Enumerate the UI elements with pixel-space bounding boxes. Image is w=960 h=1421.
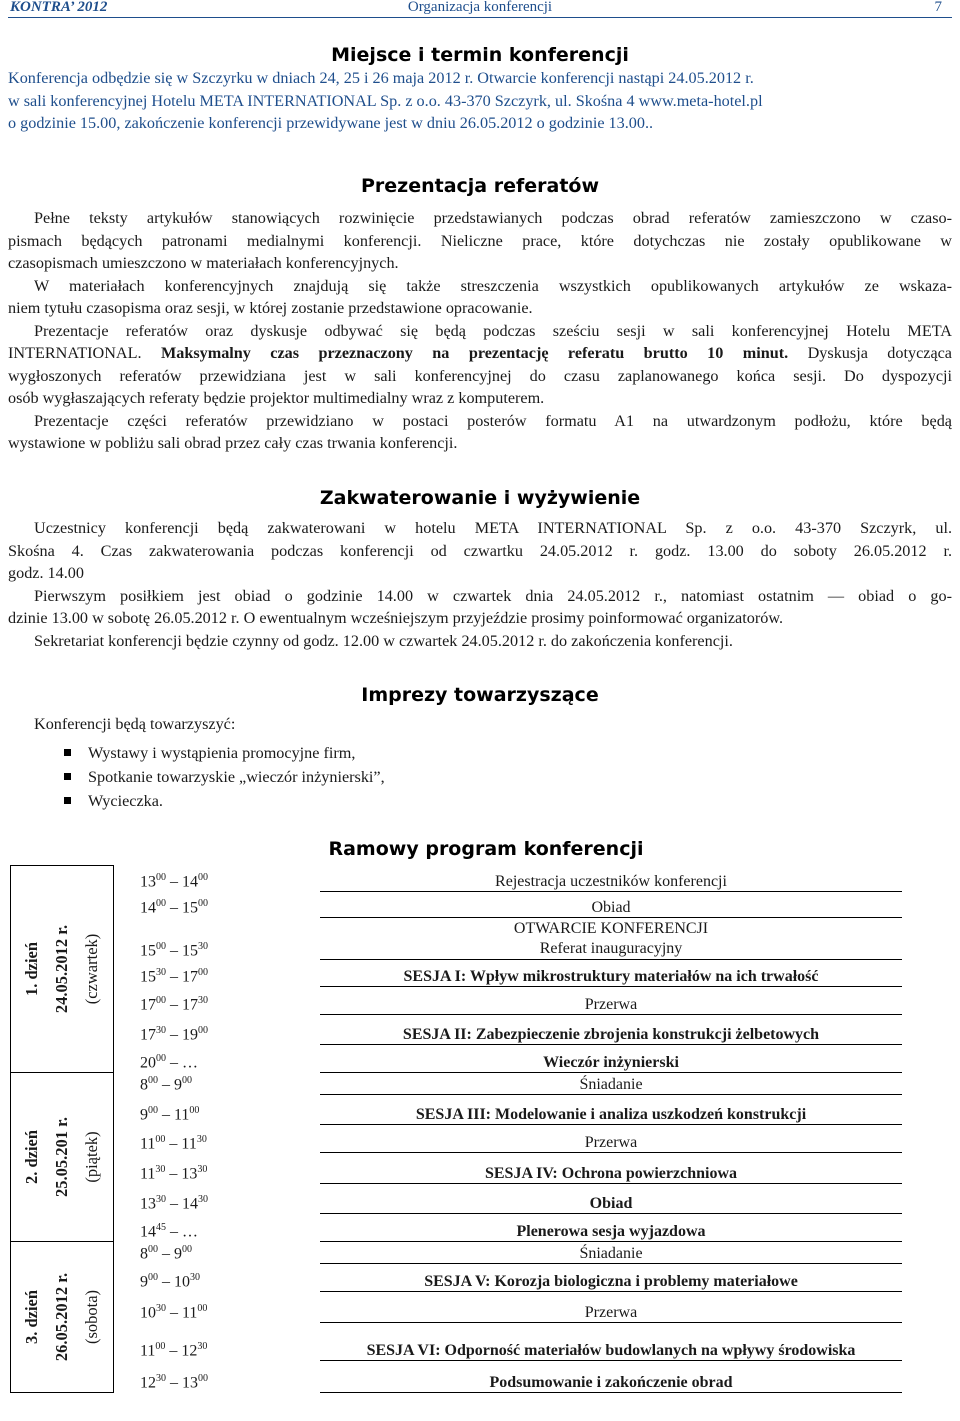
time-start-hour: 15 [140, 941, 156, 959]
page-header [0, 0, 960, 20]
time-end-hour: … [182, 1054, 198, 1072]
time-start-minute: 00 [155, 1133, 166, 1145]
time-start-minute: 30 [156, 1193, 166, 1205]
table-row [11, 1360, 903, 1392]
text-line: Uczestnicy konferencji będą zakwaterowani w hotelu META INTERNATIONAL Sp. z o.o. 43-370 Szczyrk, ul. [34, 519, 952, 537]
time-start-minute: 00 [148, 1075, 158, 1087]
time-dash: – [165, 1165, 182, 1183]
event-cell [320, 892, 902, 918]
table-row [11, 1292, 903, 1322]
text-line: Pełne teksty artykułów stanowiących rozwinięcie przedstawianych podczas obrad referatów zamieszczono w czaso- [34, 209, 952, 227]
time-start-minute: 00 [156, 994, 166, 1006]
place-paragraph [8, 67, 952, 135]
time-dash: – [165, 1134, 182, 1152]
time-start-minute: 00 [148, 1105, 158, 1117]
day-weekday: (czwartek) [82, 933, 101, 1005]
time-end-hour: … [182, 1223, 198, 1241]
text-line: Prezentacje referatów oraz dyskusje odbywać się będą podczas sześciu sesji w sali konferencyjnej Hotelu META [34, 321, 952, 340]
time-cell [114, 1242, 321, 1264]
text-line: pismach będących patronami medialnymi konferencji. Nieliczne prace, które dotychczas nie zostały opublikowane w [8, 231, 952, 250]
event-cell [320, 866, 902, 892]
table-row [11, 1095, 903, 1125]
event-title: SESJA VI: Odporność materiałów budowlanych na wpływy środowiska [366, 1341, 856, 1359]
text-line: Pierwszym posiłkiem jest obiad o godzinie 14.00 w czwartek dnia 24.05.2012 r., natomiast ostatnim — obiad o go- [34, 586, 952, 605]
time-dash: – [158, 1106, 174, 1124]
time-cell [114, 1292, 321, 1322]
text-line: niem tytułu czasopisma oraz sesji, w której zostanie przedstawione opracowanie. [8, 299, 533, 317]
time-cell [114, 1014, 321, 1044]
table-row [11, 1014, 903, 1044]
time-dash: – [166, 1223, 182, 1241]
time-start-hour: 17 [140, 996, 156, 1014]
bullet-icon [64, 749, 71, 756]
time-end-hour: 13 [182, 1374, 198, 1392]
event-title: Śniadanie [579, 1076, 643, 1094]
day-weekday: (sobota) [82, 1289, 101, 1345]
event-cell [320, 1014, 902, 1044]
time-end-minute: 30 [190, 1272, 200, 1284]
event-cell [320, 1044, 902, 1072]
table-row [11, 960, 903, 986]
time-dash: – [166, 996, 182, 1014]
time-end-hour: 9 [174, 1245, 182, 1263]
time-start-hour: 11 [140, 1342, 156, 1360]
event-title: Rejestracja uczestników konferencji [495, 873, 727, 891]
time-end-minute: 00 [198, 1373, 208, 1385]
time-end-minute: 00 [189, 1105, 200, 1117]
time-end-minute: 00 [182, 1244, 192, 1256]
time-start-hour: 10 [140, 1304, 156, 1321]
time-end-hour: 15 [182, 899, 198, 917]
time-end-minute: 30 [198, 994, 208, 1006]
event-cell [320, 1095, 902, 1125]
time-end-hour: 17 [182, 968, 198, 986]
time-dash: – [166, 1026, 182, 1044]
time-start-minute: 00 [148, 1244, 158, 1256]
time-cell [114, 1213, 321, 1241]
section-name: Organizacja konferencji [407, 0, 553, 15]
table-row [11, 1322, 903, 1360]
journal-name: KONTRA’ 2012 [10, 0, 108, 15]
event-cell [320, 1292, 902, 1322]
event-cell [320, 1213, 902, 1241]
event-title: Przerwa [584, 1134, 638, 1152]
event-title: Przerwa [584, 995, 638, 1013]
table-row [11, 1153, 903, 1183]
event-cell [320, 1322, 902, 1360]
time-dash: – [166, 1374, 182, 1392]
text-line [8, 342, 952, 365]
day-cell [11, 1073, 114, 1242]
table-row [11, 1073, 903, 1095]
text-run-bold: Maksymalny czas przeznaczony na prezentację referatu brutto 10 minut. [160, 344, 789, 362]
event-cell [320, 1360, 902, 1392]
day-cell [11, 866, 114, 1073]
section-title-events: Imprezy towarzyszące [361, 684, 599, 706]
time-cell [114, 986, 321, 1014]
time-start-minute: 30 [156, 1373, 166, 1385]
time-cell [114, 1095, 321, 1125]
time-end-minute: 30 [196, 1133, 207, 1145]
time-start-hour: 12 [140, 1374, 156, 1392]
list-item [64, 741, 385, 765]
time-end-minute: 00 [198, 1025, 208, 1037]
place-line: o godzinie 15.00, zakończenie konferencji przewidywane jest w dniu 26.05.2012 o godzinie 13.00.. [8, 114, 654, 132]
text-line: dzinie 13.00 w sobotę 26.05.2012 r. O ewentualnym wcześniejszym przyjeździe prosimy poinformować organizatorów. [8, 609, 783, 627]
time-cell [114, 1264, 321, 1292]
header-rule [8, 17, 952, 18]
event-cell [320, 918, 902, 960]
day-label [17, 1117, 107, 1197]
schedule-table [10, 865, 902, 1393]
time-start-minute: 45 [156, 1222, 166, 1234]
text-line: wygłoszonych referatów przewidziana jest w sali konferencyjnej do czasu zaplanowanego końca sesji. Do dyspozycji [8, 366, 952, 385]
time-end-hour: 12 [181, 1342, 198, 1360]
event-cell [320, 1125, 902, 1153]
table-row [11, 1044, 903, 1072]
time-dash: – [158, 1245, 174, 1263]
event-title: SESJA III: Modelowanie i analiza uszkodzeń konstrukcji [415, 1106, 807, 1124]
time-end-hour: 13 [181, 1165, 198, 1183]
section-title-presentation: Prezentacja referatów [360, 175, 600, 197]
time-end-hour: 19 [182, 1026, 198, 1044]
time-end-minute: 00 [182, 1075, 192, 1087]
event-cell [320, 1153, 902, 1183]
time-start-hour: 9 [140, 1273, 148, 1291]
day-label [17, 925, 107, 1013]
time-cell [114, 1125, 321, 1153]
time-end-hour: 10 [174, 1273, 190, 1291]
event-title: Podsumowanie i zakończenie obrad [489, 1374, 733, 1391]
time-dash: – [166, 899, 182, 917]
time-dash: – [166, 941, 182, 959]
table-row [11, 1264, 903, 1292]
events-intro [8, 713, 952, 736]
time-start-hour: 15 [140, 968, 156, 986]
time-end-hour: 17 [182, 996, 198, 1014]
day-label: 1. dzień [22, 941, 41, 997]
time-cell [114, 1360, 321, 1392]
text-line: W materiałach konferencyjnych znajdują się także streszczenia wszystkich opublikowanych artykułów ze wskaza- [34, 276, 952, 295]
bullet-icon [64, 773, 71, 780]
table-row [11, 918, 903, 960]
time-cell [114, 960, 321, 986]
time-start-hour: 11 [140, 1165, 156, 1183]
list-item-text: Wystawy i wystąpienia promocyjne firm, [88, 744, 356, 762]
time-dash: – [166, 968, 182, 986]
time-end-hour: 14 [182, 1195, 198, 1213]
time-start-hour: 20 [140, 1054, 156, 1072]
time-start-minute: 00 [156, 1053, 166, 1065]
time-dash: – [166, 1195, 182, 1213]
time-end-minute: 00 [198, 966, 208, 978]
time-start-hour: 8 [140, 1245, 148, 1263]
event-cell [320, 1073, 902, 1095]
time-dash: – [166, 873, 182, 891]
text-line: Sekretariat konferencji będzie czynny od godz. 12.00 w czwartek 24.05.2012 r. do zakończenia konferencji. [34, 631, 733, 650]
time-dash: – [166, 1304, 182, 1321]
event-title: Śniadanie [579, 1245, 643, 1263]
event-title: Wieczór inżynierski [543, 1054, 679, 1071]
time-start-hour: 13 [140, 873, 156, 891]
bullet-icon [64, 797, 71, 804]
list-item-text: Spotkanie towarzyskie „wieczór inżynierski”, [88, 768, 385, 786]
text-line: czasopismach umieszczono w materiałach konferencyjnych. [8, 254, 399, 272]
text-run: INTERNATIONAL. [8, 344, 161, 362]
time-cell [114, 1322, 321, 1360]
time-start-minute: 30 [155, 1163, 166, 1175]
event-cell [320, 1242, 902, 1264]
time-dash: – [158, 1273, 174, 1291]
event-title: SESJA V: Korozja biologiczna i problemy materiałowe [424, 1273, 798, 1291]
presentation-text [8, 207, 952, 455]
text-run: Dyskusja dotycząca [788, 344, 952, 362]
events-list [64, 741, 385, 813]
event-title: SESJA IV: Ochrona powierzchniowa [484, 1164, 738, 1182]
time-end-minute: 30 [198, 1193, 208, 1205]
table-row [11, 866, 903, 892]
time-start-hour: 17 [140, 1026, 156, 1044]
text-line: osób wygłaszających referaty będzie projektor multimedialny wraz z komputerem. [8, 389, 545, 407]
time-cell [114, 866, 321, 892]
time-dash: – [166, 1054, 182, 1072]
time-start-hour: 8 [140, 1076, 148, 1094]
day-date: 26.05.2012 r. [52, 1272, 71, 1362]
day-label: 3. dzień [22, 1289, 41, 1345]
section-title-accommodation: Zakwaterowanie i wyżywienie [319, 487, 641, 509]
time-cell [114, 1073, 321, 1095]
time-end-hour: 11 [182, 1304, 198, 1321]
time-end-minute: 30 [197, 1340, 208, 1352]
time-start-hour: 13 [140, 1195, 156, 1213]
time-start-minute: 30 [156, 966, 166, 978]
event-cell [320, 1183, 902, 1213]
time-end-hour: 11 [174, 1106, 190, 1124]
time-start-minute: 00 [156, 940, 166, 952]
event-title: Obiad [589, 1194, 633, 1212]
text-line: wystawione w pobliżu sali obrad przez cały czas trwania konferencji. [8, 434, 458, 452]
table-row [11, 1125, 903, 1153]
event-cell [320, 1264, 902, 1292]
day-date: 25.05.201 r. [52, 1116, 71, 1198]
text-line: Prezentacje części referatów przewidziano w postaci posterów formatu A1 na utwardzonym podłożu, które będą [34, 411, 952, 430]
event-cell [320, 960, 902, 986]
section-title-place: Miejsce i termin konferencji [331, 44, 629, 66]
event-title: Plenerowa sesja wyjazdowa [516, 1223, 706, 1240]
event-subtitle: Referat inauguracyjny [539, 940, 683, 958]
page-number: 7 [934, 0, 942, 15]
table-row [11, 986, 903, 1014]
time-end-hour: 15 [182, 941, 198, 959]
event-title: SESJA I: Wpływ mikrostruktury materiałów na ich trwałość [403, 967, 819, 985]
time-start-hour: 14 [140, 1223, 156, 1241]
time-cell [114, 892, 321, 918]
day-weekday: (piątek) [82, 1131, 101, 1183]
text-line: Konferencji będą towarzyszyć: [34, 715, 236, 733]
time-end-hour: 11 [181, 1134, 197, 1152]
time-start-minute: 00 [156, 898, 166, 910]
time-cell [114, 1183, 321, 1213]
day-label [17, 1273, 107, 1361]
place-line: w sali konferencyjnej Hotelu META INTERNATIONAL Sp. z o.o. 43-370 Szczyrk, ul. Skośna 4 www.meta-hotel.pl [8, 91, 763, 110]
day-cell [11, 1242, 114, 1393]
event-title: Obiad [591, 899, 631, 917]
time-end-minute: 00 [198, 872, 208, 884]
event-title: Przerwa [584, 1303, 638, 1321]
place-line: Konferencja odbędzie się w Szczyrku w dniach 24, 25 i 26 maja 2012 r. Otwarcie konferencji nastąpi 24.05.2012 r. [8, 69, 754, 87]
table-row [11, 1183, 903, 1213]
event-title: OTWARCIE KONFERENCJI [513, 920, 709, 938]
text-line: Skośna 4. Czas zakwaterowania podczas konferencji od czwartku 24.05.2012 r. godz. 13.00 do soboty 26.05.2012 r. [8, 541, 952, 560]
event-title: SESJA II: Zabezpieczenie zbrojenia konstrukcji żelbetowych [402, 1025, 820, 1043]
time-start-hour: 14 [140, 899, 156, 917]
time-start-minute: 30 [156, 1025, 166, 1037]
time-start-minute: 00 [155, 1340, 166, 1352]
time-end-minute: 30 [198, 940, 208, 952]
time-end-minute: 30 [197, 1163, 208, 1175]
time-end-minute: 00 [197, 1302, 208, 1314]
list-item-text: Wycieczka. [88, 792, 163, 810]
table-row [11, 892, 903, 918]
day-date: 24.05.2012 r. [52, 924, 71, 1014]
time-cell [114, 1153, 321, 1183]
time-dash: – [158, 1076, 174, 1094]
time-start-minute: 30 [156, 1302, 166, 1314]
text-line: godz. 14.00 [8, 564, 84, 582]
event-cell [320, 986, 902, 1014]
time-end-hour: 14 [182, 873, 198, 891]
time-cell [114, 918, 321, 960]
time-cell [114, 1044, 321, 1072]
table-row [11, 1242, 903, 1264]
time-start-hour: 9 [140, 1106, 148, 1124]
list-item [64, 789, 385, 813]
schedule-title: Ramowy program konferencji [328, 838, 644, 860]
time-end-hour: 9 [174, 1076, 182, 1094]
time-end-minute: 00 [198, 898, 208, 910]
time-start-minute: 00 [148, 1272, 158, 1284]
accommodation-text [8, 517, 952, 652]
day-label: 2. dzień [22, 1129, 41, 1185]
time-dash: – [165, 1342, 182, 1360]
table-row [11, 1213, 903, 1241]
time-start-minute: 00 [156, 872, 166, 884]
time-start-hour: 11 [140, 1134, 156, 1152]
list-item [64, 765, 385, 789]
